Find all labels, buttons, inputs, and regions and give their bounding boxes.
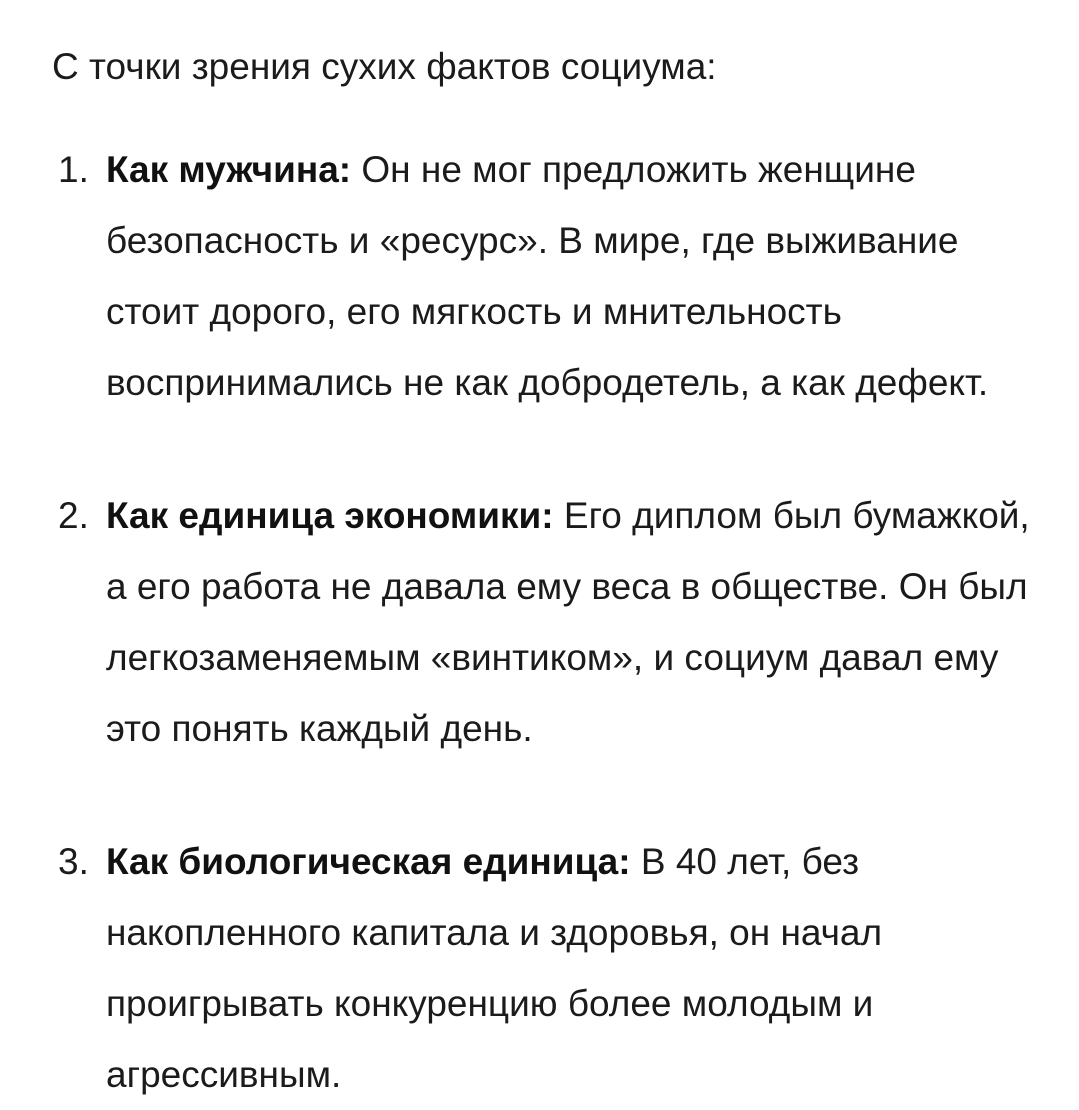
list-item-body bbox=[106, 134, 1042, 418]
numbered-list bbox=[52, 0, 1042, 1104]
list-item-text: Он не мог предложить женщине безопасность и «ресурс». В мире, где выживание стоит дорого, его мягкость и мнительность воспринимались не как добродетель, а как дефект. bbox=[106, 149, 989, 403]
list-item-body bbox=[106, 480, 1042, 764]
list-item-title: Как мужчина: bbox=[106, 149, 352, 190]
list-item-number: 2. bbox=[58, 495, 89, 536]
list-item-text: Его диплом был бумажкой, а его работа не давала ему веса в обществе. Он был легкозаменяемым «винтиком», и социум давал ему это понять каждый день. bbox=[106, 495, 1030, 749]
list-item-text: В 40 лет, без накопленного капитала и здоровья, он начал проигрывать конкуренцию более молодым и агрессивным. bbox=[106, 841, 883, 1095]
list-item-2 bbox=[52, 480, 1042, 836]
list-item-body bbox=[106, 826, 1042, 1110]
list-item-1 bbox=[52, 134, 1042, 490]
list-item-number: 1. bbox=[58, 149, 89, 190]
list-item-number: 3. bbox=[58, 841, 89, 882]
list-item-title: Как биологическая единица: bbox=[106, 841, 631, 882]
intro-paragraph: С точки зрения сухих фактов социума: bbox=[52, 46, 717, 87]
list-item-title: Как единица экономики: bbox=[106, 495, 554, 536]
list-item-3 bbox=[52, 826, 1042, 1106]
